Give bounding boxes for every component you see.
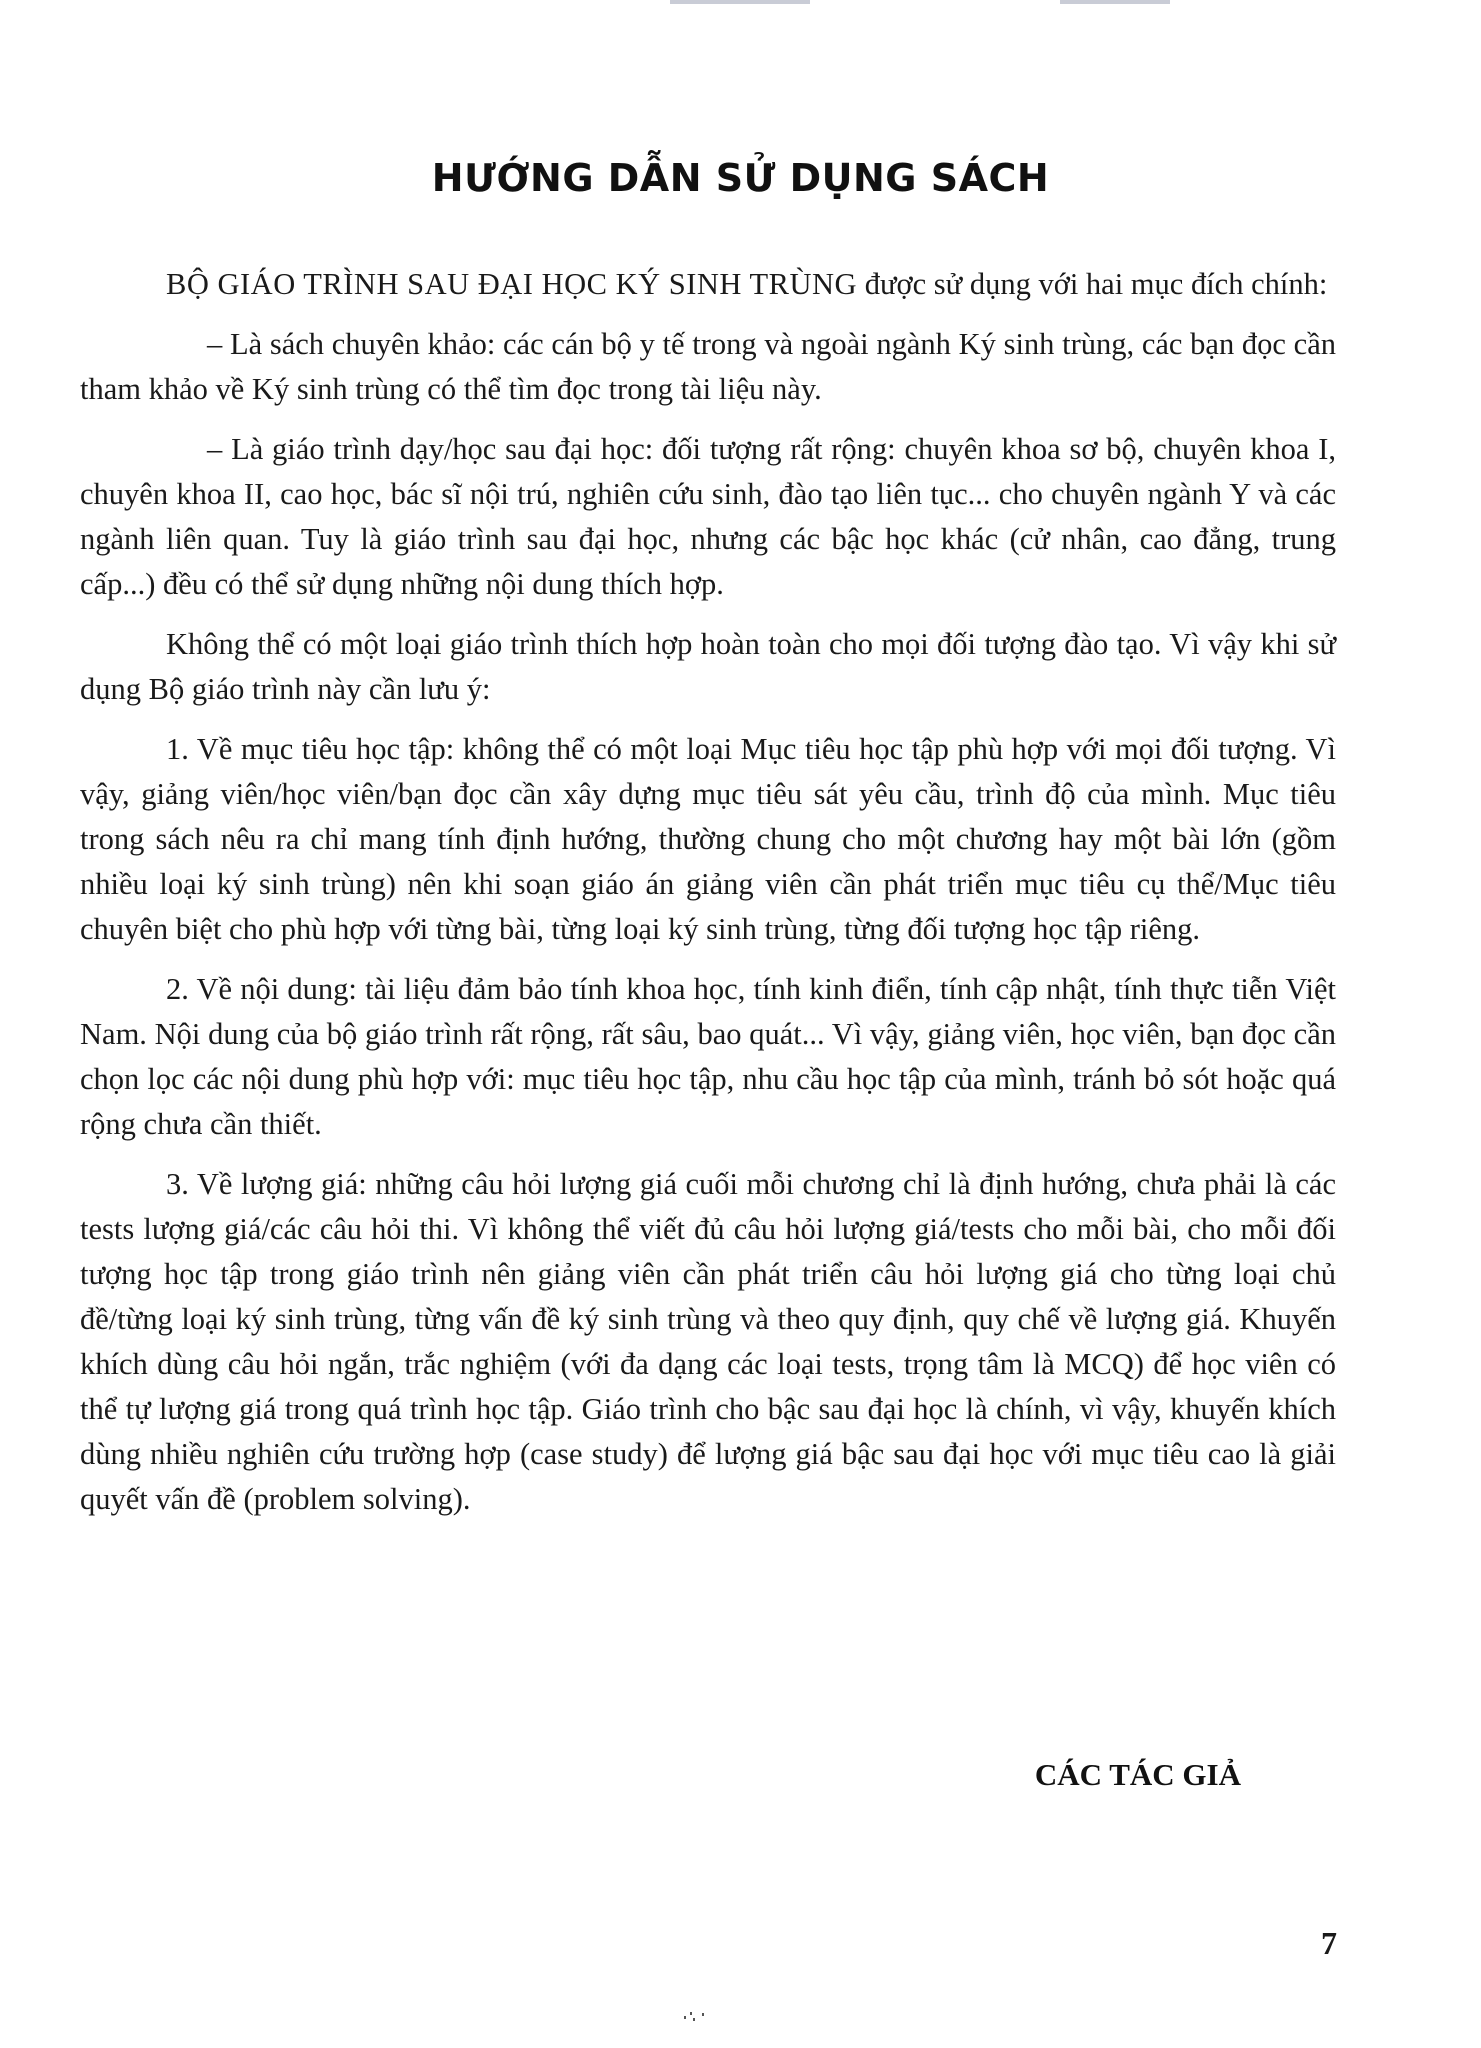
page-title: HƯỚNG DẪN SỬ DỤNG SÁCH (431, 156, 1050, 200)
scan-edge-mark (670, 0, 810, 4)
paragraph-textbook: – Là giáo trình dạy/học sau đại học: đối tượng rất rộng: chuyên khoa sơ bộ, chuyên khoa I, chuyên khoa II, cao học, bác sĩ nội trú, nghiên cứu sinh, đào tạo liên tục... cho chuyên ngành Y và các ngành liên quan. Tuy là giáo trình sau đại học, nhưng các bậc học khác (cử nhân, cao đẳng, trung cấp...) đều có thể sử dụng những nội dung thích hợp. (80, 432, 1336, 601)
body-text (80, 262, 1336, 1537)
paragraph-intro-text: được sử dụng với hai mục đích chính: (857, 267, 1328, 301)
paragraph-assessment: 3. Về lượng giá: những câu hỏi lượng giá cuối mỗi chương chỉ là định hướng, chưa phải là các tests lượng giá/các câu hỏi thi. Vì không thể viết đủ câu hỏi lượng giá/tests cho mỗi bài, cho mỗi đối tượng học tập trong giáo trình nên giảng viên cần phát triển câu hỏi lượng giá cho từng loại chủ đề/từng loại ký sinh trùng, từng vấn đề ký sinh trùng và theo quy định, quy chế về lượng giá. Khuyến khích dùng câu hỏi ngắn, trắc nghiệm (với đa dạng các loại tests, trọng tâm là MCQ) để học viên có thể tự lượng giá trong quá trình học tập. Giáo trình cho bậc sau đại học là chính, vì vậy, khuyến khích dùng nhiều nghiên cứu trường hợp (case study) để lượng giá bậc sau đại học với mục tiêu cao là giải quyết vấn đề (problem solving). (80, 1167, 1336, 1516)
paragraph-note: Không thể có một loại giáo trình thích hợp hoàn toàn cho mọi đối tượng đào tạo. Vì vậy khi sử dụng Bộ giáo trình này cần lưu ý: (80, 627, 1336, 706)
paragraph-intro (80, 262, 1336, 307)
scan-dust-mark (684, 2010, 706, 2024)
paragraph-objectives: 1. Về mục tiêu học tập: không thể có một loại Mục tiêu học tập phù hợp với mọi đối tượng. Vì vậy, giảng viên/học viên/bạn đọc cần xây dựng mục tiêu sát yêu cầu, trình độ của mình. Mục tiêu trong sách nêu ra chỉ mang tính định hướng, thường chung cho một chương hay một bài lớn (gồm nhiều loại ký sinh trùng) nên khi soạn giáo án giảng viên cần phát triển mục tiêu cụ thể/Mục tiêu chuyên biệt cho phù hợp với từng bài, từng loại ký sinh trùng, từng đối tượng học tập riêng. (80, 732, 1336, 946)
page-number: 7 (1321, 1925, 1337, 1961)
paragraph-content: 2. Về nội dung: tài liệu đảm bảo tính khoa học, tính kinh điển, tính cập nhật, tính thực tiễn Việt Nam. Nội dung của bộ giáo trình rất rộng, rất sâu, bao quát... Vì vậy, giảng viên, học viên, bạn đọc cần chọn lọc các nội dung phù hợp với: mục tiêu học tập, nhu cầu học tập của mình, tránh bỏ sót hoặc quá rộng chưa cần thiết. (80, 972, 1336, 1141)
series-name: BỘ GIÁO TRÌNH SAU ĐẠI HỌC KÝ SINH TRÙNG (166, 267, 858, 301)
scan-edge-mark (1060, 0, 1170, 4)
paragraph-monograph: – Là sách chuyên khảo: các cán bộ y tế trong và ngoài ngành Ký sinh trùng, các bạn đọc cần tham khảo về Ký sinh trùng có thể tìm đọc trong tài liệu này. (80, 327, 1336, 406)
signature: CÁC TÁC GIẢ (1034, 1757, 1241, 1792)
